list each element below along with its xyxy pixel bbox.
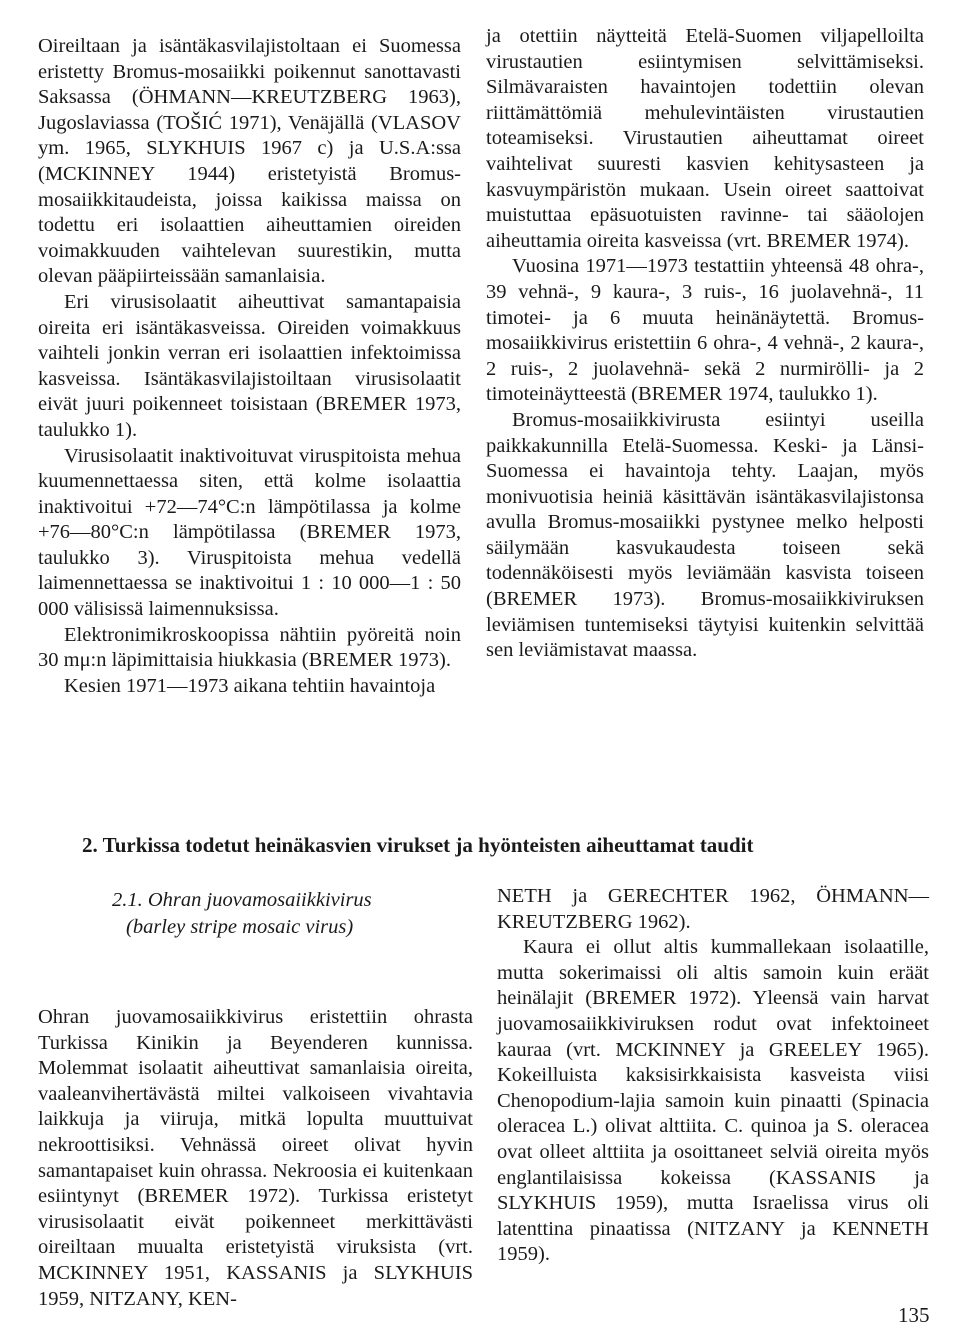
paragraph: Ohran juovamosaiikkivirus eristettiin ohrasta Turkissa Kinikin ja Beyenderen kunnissa. Molemmat isolaatit aiheuttivat samanlaisia oireita, vaaleanvihertävästä miltei valkoiseen vivahtavia laikkuja ja viiruja, mitkä lopulta muuttuivat nekroottisiksi. Vehnässä oireet olivat hyvin samantapaiset kuin ohrassa. Nekroosia ei kuitenkaan esiintynyt (BREMER 1972). Turkissa eristetyt virusisolaatit eivät poikenneet merkittävästi oireiltaan muualta eristetyistä viruksista (vrt. MCKINNEY 1951, KASSANIS ja SLYKHUIS 1959, NITZANY, KEN- xyxy=(38,1006,473,1310)
top-left-column xyxy=(38,34,461,699)
bottom-left-column xyxy=(38,1005,473,1312)
paragraph: Virusisolaatit inaktivoituvat viruspitoista mehua kuumennettaessa siten, että kolme isolaattia inaktivoitui +72—74°C:n lämpötilassa ja kolme +76—80°C:n lämpötilassa (BREMER 1973, taulukko 3). Viruspitoista mehua vedellä laimennettaessa se inaktivoitui 1 : 10 000—1 : 50 000 välisissä laimennuksissa. xyxy=(38,444,461,621)
subsection-subtitle: (barley stripe mosaic virus) xyxy=(126,916,354,938)
page-number: 135 xyxy=(898,1303,930,1327)
paragraph: Oireiltaan ja isäntäkasvilajistoltaan ei Suomessa eristetty Bromus-mosaiikki poikennut sanottavasti Saksassa (ÖHMANN—KREUTZBERG 1963), Jugoslaviassa (TOŠIĆ 1971), Venäjällä (VLASOV ym. 1965, SLYKHUIS 1967 c) ja U.S.A:ssa (MCKINNEY 1944) eristetyistä Bromus-mosaiikkitaudeista, joissa kaikissa maissa on todettu eri isolaattien aiheuttamien oireiden voimakkuuden vaihtelevan suurestikin, mutta olevan pääpiirteissään samanlaisia. xyxy=(38,35,461,288)
paragraph: NETH ja GERECHTER 1962, ÖHMANN—KREUTZBERG 1962). xyxy=(497,885,929,933)
subsection-title: 2.1. Ohran juovamosaiikkivirus xyxy=(112,889,372,911)
paragraph: Elektronimikroskoopissa nähtiin pyöreitä noin 30 mμ:n läpimittaisia hiukkasia (BREMER 1973). xyxy=(38,623,461,672)
bottom-right-column xyxy=(497,884,929,1268)
paragraph: Kaura ei ollut altis kummallekaan isolaatille, mutta sokerimaissi oli altis samoin kuin eräät heinälajit (BREMER 1972). Yleensä vain harvat juovamosaiikkiviruksen rodut ovat infektoineet kauraa (vrt. MCKINNEY ja GREELEY 1965). Kokeilluista kaksisirkkaisista kasveista viisi Chenopodium-lajia samoin kuin pinaatti (Spinacia oleracea L.) olivat alttiita. C. quinoa ja S. oleracea ovat olleet alttiita ja osoittaneet selviä oireita myös englantilaisissa kokeissa (KASSANIS ja SLYKHUIS 1959), mutta Israelissa virus oli latenttina pinaatissa (NITZANY ja KENNETH 1959). xyxy=(497,936,929,1266)
paragraph: Vuosina 1971—1973 testattiin yhteensä 48 ohra-, 39 vehnä-, 9 kaura-, 3 ruis-, 16 juolavehnä-, 11 timotei- ja 6 muuta heinänäytettä. Bromus-mosaiikkivirus eristettiin 6 ohra-, 4 vehnä-, 2 kaura-, 2 ruis-, 2 juolavehnä- sekä 2 nurmirölli- ja 2 timoteinäytteestä (BREMER 1974, taulukko 1). xyxy=(486,255,924,406)
subsection-heading xyxy=(112,887,452,941)
paragraph: ja otettiin näytteitä Etelä-Suomen viljapelloilta virustautien esiintymisen selvittämiseksi. Silmävaraisten havaintojen todettiin olevan riittämättömiä mehulevintäisten virustautien toteamiseksi. Virustautien aiheuttamat oireet vaihtelivat suuresti kasvien kehitysasteen ja kasvuympäristön mukaan. Usein oireet saattoivat muistuttaa epäsuotuisten ravinne- tai sääolojen aiheuttamia oireita kasveissa (vrt. BREMER 1974). xyxy=(486,25,924,252)
section-heading: 2. Turkissa todetut heinäkasvien virukset ja hyönteisten aiheuttamat taudit xyxy=(82,833,754,857)
top-right-column xyxy=(486,24,924,664)
paragraph: Bromus-mosaiikkivirusta esiintyi useilla paikkakunnilla Etelä-Suomessa. Keski- ja Länsi-Suomessa ei havaintoja tehty. Laajan, myös monivuotisia heiniä käsittävän isäntäkasvilajistonsa avulla Bromus-mosaiikki pystynee melko helposti säilymään kasvukaudesta toiseen sekä todennäköisesti myös leviämään kasvista toiseen (BREMER 1973). Bromus-mosaiikkiviruksen leviämisen tuntemiseksi täytyisi kuitenkin selvittää sen leviämistavat maassa. xyxy=(486,408,924,662)
paragraph: Kesien 1971—1973 aikana tehtiin havaintoja xyxy=(64,674,436,697)
paragraph: Eri virusisolaatit aiheuttivat samantapaisia oireita eri isäntäkasveissa. Oireiden voimakkuus vaihteli jonkin verran eri isolaattien infektoimissa kasveissa. Isäntäkasvilajistoiltaan virusisolaatit eivät juuri poikenneet toisistaan (BREMER 1973, taulukko 1). xyxy=(38,290,461,441)
